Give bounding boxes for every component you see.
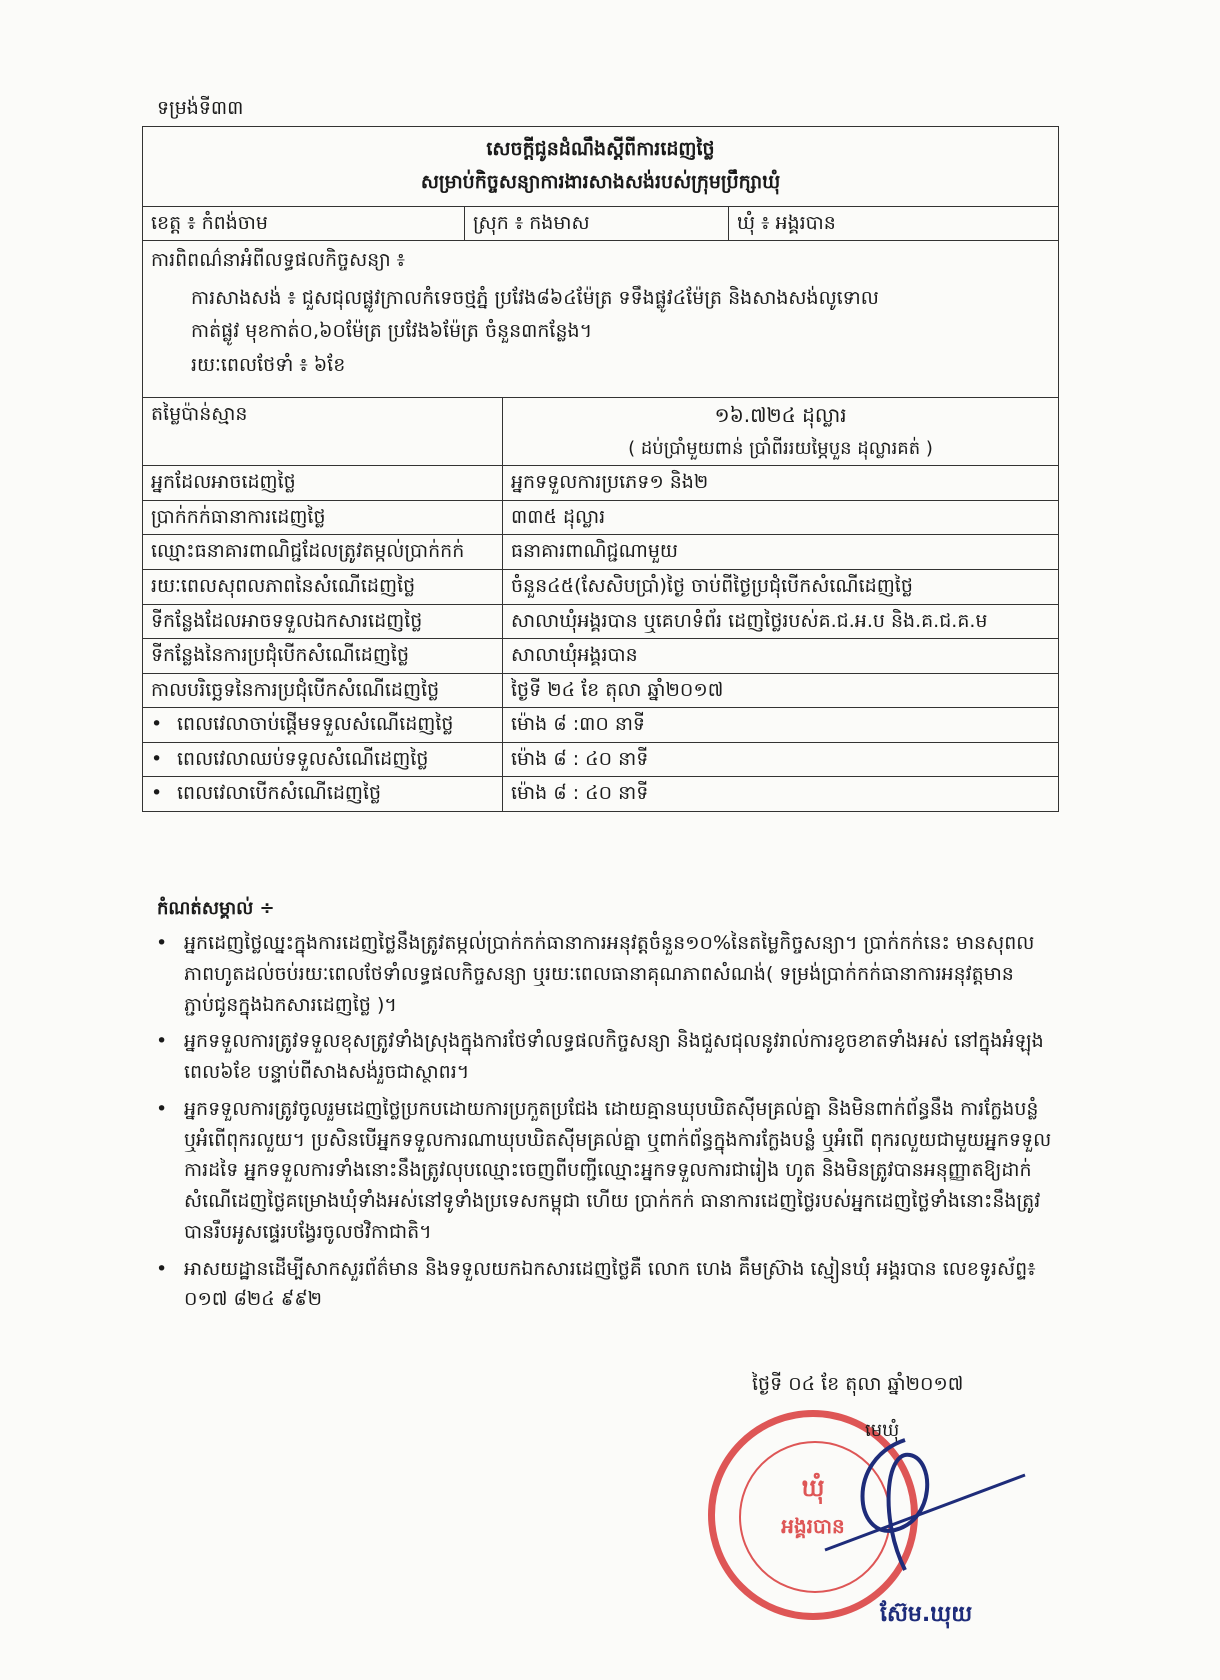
open-time-text: ពេលវេលាបើកសំណើដេញថ្លៃ [177,782,382,805]
bank-value: ធនាគារពាណិជ្ជណាមួយ [503,535,1059,570]
project-description [143,241,1059,398]
end-time-text: ពេលវេលាឈប់ទទួលសំណើដេញថ្លៃ [177,747,429,770]
deposit-value: ៣៣៥ ដុល្លារ [503,500,1059,535]
commune-cell: ឃុំ ៖ អង្គរបាន [729,206,1059,241]
notes-list [150,928,1055,1321]
district-cell: ស្រុក ៖ កងមាស [465,206,729,241]
docs-place-label: ទីកន្លែងដែលអាចទទួលឯកសារដេញថ្លៃ [143,604,503,639]
estimate-cell [503,398,1059,466]
notes-title: កំណត់សម្គាល់ ÷ [157,898,275,919]
bullet: • [151,747,163,770]
project-title: ការពិពណ៌នាអំពីលទ្ធផលកិច្ចសន្យា ៖ [151,249,406,272]
estimate-words: ( ដប់ប្រាំមួយពាន់ ប្រាំពីររយម្ភៃបួន ដុល្លារគត់ ) [628,438,933,460]
estimate-label: តម្លៃប៉ាន់ស្មាន [143,398,503,466]
notice-header [143,127,1059,207]
open-time-label [143,777,503,812]
bullet: • [151,713,163,736]
meeting-place-value: សាលាឃុំអង្គរបាន [503,639,1059,674]
bullet: • [156,1257,168,1280]
project-maintenance: រយៈពេលថែទាំ ៖ ៦ខែ [191,353,346,376]
bullet: • [156,1097,168,1120]
form-code: ទម្រង់ទី៣៣ [157,97,244,119]
note-text: អាសយដ្ឋានដើម្បីសាកសួរព័ត៌មាន និងទទួលយកឯកសារដេញថ្លៃគឺ លោក ហេង គឹមស្រ៊ាង ស្មៀនឃុំ អង្គរបាន លេខទូរស័ព្ទ៖ ០១៧ ៨២៤ ៩៩២ [184,1257,1036,1311]
notice-table [142,126,1059,812]
note-text: អ្នកទទួលការត្រូវចូលរួមដេញថ្លៃប្រកបដោយការប្រកួតប្រជែង ដោយគ្មានឃុបឃិតស៊ីមគ្រល់គ្នា និងមិនពាក់ព័ន្ធនឹង ការក្លែងបន្លំ ឬអំពើពុករលួយ។ ប្រសិនបើអ្នកទទួលការណាឃុបឃិតស៊ីមគ្រល់គ្នា ឬពាក់ព័ន្ធក្នុងការក្លែងបន្លំ ឬអំពើ ពុករលួយជាមួយអ្នកទទួលការដទៃ អ្នកទទួលការទាំងនោះនឹងត្រូវលុបឈ្មោះចេញពីបញ្ជីឈ្មោះអ្នកទទួលការជារៀង ហូត និងមិនត្រូវបានអនុញ្ញាតឱ្យដាក់សំណើដេញថ្លៃគម្រោងឃុំទាំងអស់នៅទូទាំងប្រទេសកម្ពុជា ហើយ ប្រាក់កក់ ធានាការដេញថ្លៃរបស់អ្នកដេញថ្លៃទាំងនោះនឹងត្រូវបានរឹបអូសផ្ទេរបង្វែរចូលថវិកាជាតិ។ [184,1097,1052,1243]
start-time-label [143,708,503,743]
project-line-2: កាត់ផ្លូវ មុខកាត់០,៦០ម៉ែត្រ ប្រវែង៦ម៉ែត្រ ចំនួន៣កន្លែង។ [191,320,593,343]
end-time-value: ម៉ោង ៨ : ៤០ នាទី [503,742,1059,777]
note-item [150,1026,1055,1088]
stamp-text-commune: អង្គរបាន [781,1514,845,1538]
bullet: • [151,782,163,805]
start-time-text: ពេលវេលាចាប់ផ្ដើមទទួលសំណើដេញថ្លៃ [177,713,454,736]
validity-label: រយៈពេលសុពលភាពនៃសំណើដេញថ្លៃ [143,569,503,604]
validity-value: ចំនួន៤៥(សែសិបប្រាំ)ថ្ងៃ ចាប់ពីថ្ងៃប្រជុំបើកសំណើដេញថ្លៃ [503,569,1059,604]
header-subtitle: សម្រាប់កិច្ចសន្យាការងារសាងសង់របស់ក្រុមប្រឹក្សាឃុំ [420,171,781,194]
bank-label: ឈ្មោះធនាគារពាណិជ្ជដែលត្រូវតម្កល់ប្រាក់កក់ [143,535,503,570]
signature-name: ស៊ែម.ឃុយ [880,1602,973,1627]
start-time-value: ម៉ោង ៨ :៣០ នាទី [503,708,1059,743]
end-time-label [143,742,503,777]
bidders-label: អ្នកដែលអាចដេញថ្លៃ [143,466,503,501]
meeting-place-label: ទីកន្លែងនៃការប្រជុំបើកសំណើដេញថ្លៃ [143,639,503,674]
bullet: • [156,1030,168,1053]
note-item [150,928,1055,1020]
note-item [150,1094,1055,1248]
bullet: • [156,932,168,954]
province-cell: ខេត្ត ៖ កំពង់ចាម [143,206,465,241]
meeting-date-label: កាលបរិច្ឆេទនៃការប្រជុំបើកសំណើដេញថ្លៃ [143,673,503,708]
note-text: អ្នកដេញថ្លៃឈ្នះក្នុងការដេញថ្លៃនឹងត្រូវតម្កល់ប្រាក់កក់ធានាការអនុវត្តចំនួន១០%នៃតម្លៃកិច្ចសន្យា។ ប្រាក់កក់នេះ មានសុពលភាពហូតដល់ចប់រយៈពេលថែទាំលទ្ធផលកិច្ចសន្យា ឬរយៈពេលធានាគុណភាពសំណង់( ទម្រង់ប្រាក់កក់ធានាការអនុវត្តមានភ្ជាប់ជូនក្នុងឯកសារដេញថ្លៃ )។ [184,932,1035,1016]
signature-title: មេឃុំ [865,1420,900,1441]
stamp-text: ឃុំ [801,1474,825,1502]
signing-date: ថ្ងៃទី ០៤ ខែ តុលា ឆ្នាំ២០១៧ [752,1373,964,1395]
bidders-value: អ្នកទទួលការប្រភេទ១ និង២ [503,466,1059,501]
docs-place-value: សាលាឃុំអង្គរបាន ឬគេហទំព័រ ដេញថ្លៃរបស់គ.ជ.អ.ប និង.គ.ជ.គ.ម [503,604,1059,639]
deposit-label: ប្រាក់កក់ធានាការដេញថ្លៃ [143,500,503,535]
project-line-1: ការសាងសង់ ៖ ជួសជុលផ្លូវក្រាលកំទេចថ្មភ្នំ ប្រវែង៨៦៤ម៉ែត្រ ទទឹងផ្លូវ៤ម៉ែត្រ និងសាងសង់លូទោល [191,286,879,309]
meeting-date-value: ថ្ងៃទី ២៤ ខែ តុលា ឆ្នាំ២០១៧ [503,673,1059,708]
estimate-value: ១៦.៧២៤ ដុល្លារ [714,403,847,428]
note-item [150,1254,1055,1316]
note-text: អ្នកទទួលការត្រូវទទួលខុសត្រូវទាំងស្រុងក្នុងការថែទាំលទ្ធផលកិច្ចសន្យា និងជួសជុលនូវរាល់ការខូចខាតទាំងអស់ នៅក្នុងអំឡុងពេល៦ខែ បន្ទាប់ពីសាងសង់រួចជាស្ថាពរ។ [184,1030,1044,1084]
open-time-value: ម៉ោង ៨ : ៤០ នាទី [503,777,1059,812]
header-title: សេចក្ដីជូនដំណឹងស្ដីពីការដេញថ្លៃ [486,138,715,160]
signature-icon [785,1400,1035,1600]
